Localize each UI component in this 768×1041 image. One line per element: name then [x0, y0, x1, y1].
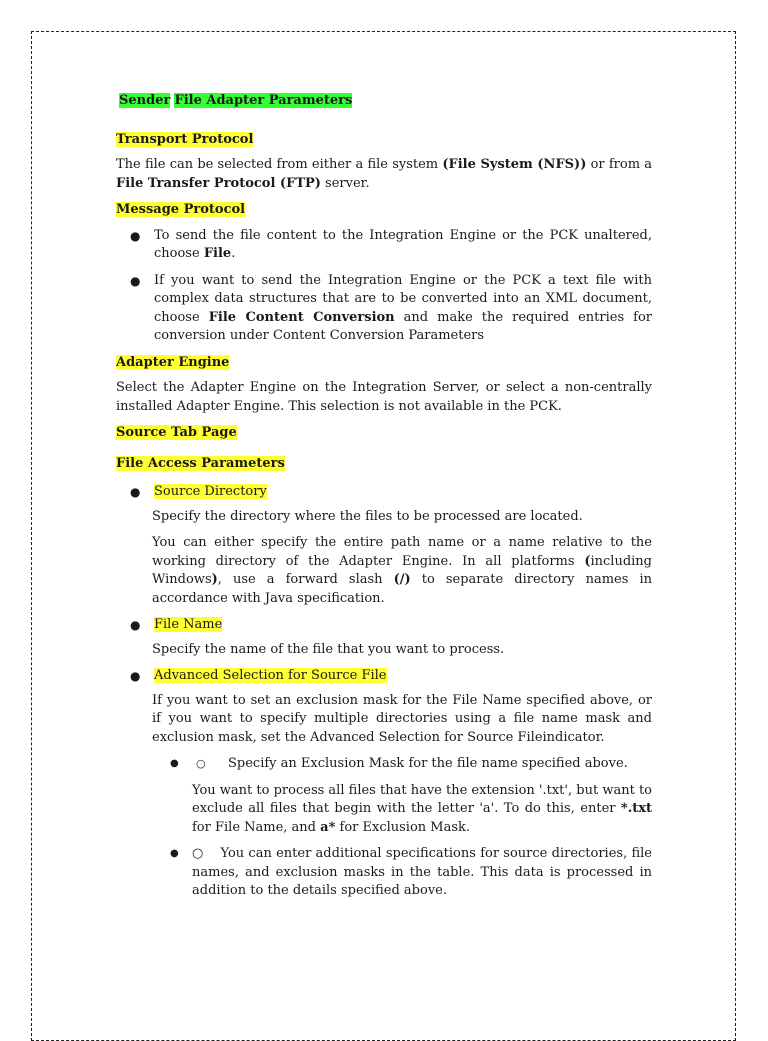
- adapter-heading: Adapter Engine: [116, 354, 230, 370]
- list-item: [116, 483, 652, 502]
- source-tab-heading: Source Tab Page: [116, 425, 237, 440]
- message-list: [116, 227, 652, 346]
- list-item: ● If you want to send the Integration Engine or the PCK a text file with complex data structures that are to be converted into an XML document, choose File Content Conversion and make the required entries for conversion under Content Conversion Parameters: [130, 272, 653, 343]
- list-item: ● To send the file content to the Integration Engine or the PCK unaltered, choose File.: [130, 227, 652, 261]
- advanced-selection-label: Advanced Selection for Source File: [154, 668, 387, 683]
- file-name-desc: Specify the name of the file that you want to process.: [152, 641, 505, 657]
- page-title: Sender File Adapter Parameters: [119, 93, 353, 108]
- list-item: ● ○ Specify an Exclusion Mask for the file name specified above.: [116, 755, 652, 774]
- bullet-icon: ●: [130, 228, 141, 243]
- bullet-icon: ●: [170, 758, 179, 769]
- file-access-heading: File Access Parameters: [116, 455, 285, 471]
- bullet-icon: ●: [130, 273, 141, 288]
- exclusion-example: You want to process all files that have the extension '.txt', but want to exclude all files that begin with the letter 'a'. To do this, enter *.txt for File Name, and a* for Exclusion Mask.: [192, 782, 652, 835]
- circle-bullet-icon: ○: [192, 846, 221, 861]
- circle-bullet-icon: ○: [196, 757, 206, 770]
- file-name-list: [116, 616, 652, 635]
- file-name-label: File Name: [154, 617, 223, 632]
- list-item: [116, 667, 652, 686]
- transport-heading: Transport Protocol: [116, 131, 254, 147]
- transport-text: The file can be selected from either a file system (File System (NFS)) or from a File Transfer Protocol (FTP) server.: [116, 157, 653, 191]
- adapter-text: Select the Adapter Engine on the Integration Server, or select a non-centrally installed Adapter Engine. This selection is not available in the PCK.: [116, 380, 652, 414]
- source-directory-desc: Specify the directory where the files to be processed are located. You can either specify the entire path name or a name relative to the working directory of the Adapter Engine. In all platforms (including Windows), use a forward slash (/) to separate directory names in accordance with Java specification.: [152, 508, 653, 606]
- source-directory-label: Source Directory: [154, 484, 267, 499]
- list-item: [116, 616, 652, 635]
- file-access-list: [116, 483, 652, 502]
- list-item: ● ○ You can enter additional specifications for source directories, file names, and exclusion masks in the table. This data is processed in addition to the details specified above.: [170, 846, 652, 898]
- bullet-icon: ●: [130, 618, 141, 632]
- bullet-icon: ●: [170, 848, 179, 859]
- bullet-icon: ●: [130, 485, 141, 499]
- document-body: [116, 92, 652, 909]
- message-heading: Message Protocol: [116, 202, 246, 217]
- advanced-desc: If you want to set an exclusion mask for the File Name specified above, or if you want to specify multiple directories using a file name mask and exclusion mask, set the Advanced Selection for Source Fileindicator.: [152, 692, 652, 745]
- advanced-list: [116, 667, 652, 686]
- bullet-icon: ●: [130, 669, 141, 683]
